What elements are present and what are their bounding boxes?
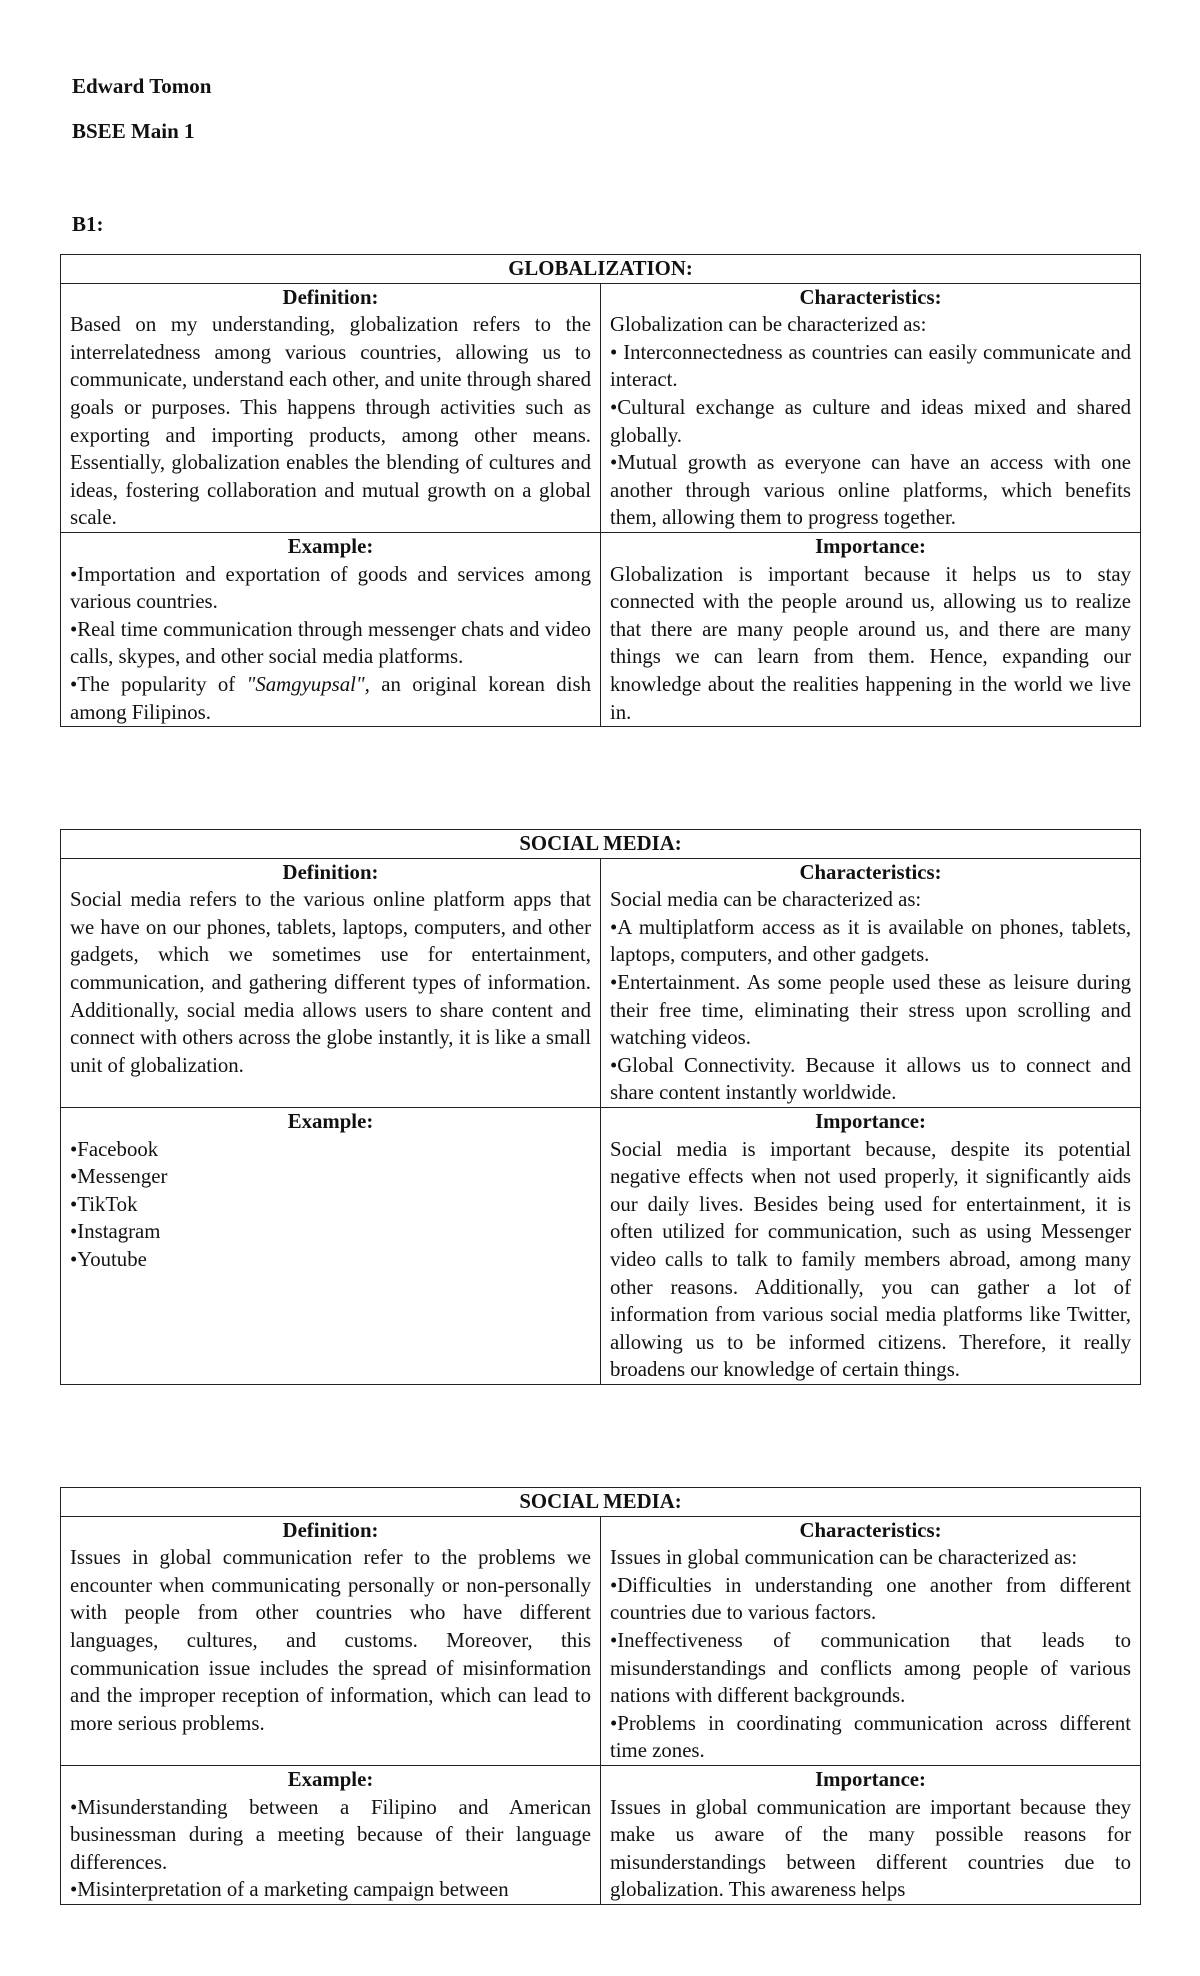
list-item: •Real time communication through messenger chats and video calls, skypes, and other social media platforms.: [70, 617, 591, 669]
globalization-table: [60, 254, 1141, 727]
list-item: •Importation and exportation of goods and services among various countries.: [70, 562, 591, 614]
definition-text: Social media refers to the various online platform apps that we have on our phones, tablets, laptops, computers, and other gadgets, which we sometimes use for entertainment, communication, and gathering different types of information. Additionally, social media allows users to share content and connect with others across the globe instantly, it is like a small unit of globalization.: [70, 888, 591, 1077]
importance-heading: Importance:: [815, 1767, 926, 1791]
list-item: •Global Connectivity. Because it allows us to connect and share content instantly worldwide.: [610, 1053, 1132, 1105]
list-item: •Problems in coordinating communication across different time zones.: [610, 1711, 1132, 1763]
example-heading: Example:: [287, 1109, 374, 1133]
section-label: B1:: [72, 212, 104, 236]
characteristics-intro: Social media can be characterized as:: [610, 888, 922, 912]
example-cell: [61, 1107, 601, 1384]
importance-cell: [601, 1765, 1141, 1904]
importance-heading: Importance:: [815, 534, 926, 558]
list-item: [70, 671, 591, 726]
item-text: an original korean dish among Filipinos.: [70, 672, 591, 724]
characteristics-cell: [601, 858, 1141, 1107]
characteristics-cell: [601, 1516, 1141, 1765]
list-item: •Entertainment. As some people used these as leisure during their free time, eliminating their stress upon scrolling and watching videos.: [610, 970, 1132, 1050]
example-cell: [61, 1765, 601, 1904]
definition-heading: Definition:: [282, 1518, 379, 1542]
importance-text: Issues in global communication are important because they make us aware of the many possible reasons for misunderstandings between different countries due to globalization. This awareness helps: [610, 1795, 1132, 1902]
definition-text: Based on my understanding, globalization refers to the interrelatedness among various countries, allowing us to communicate, understand each other, and unite through shared goals or purposes. This happens through activities such as exporting and importing products, among other means. Essentially, globalization enables the blending of cultures and ideas, fostering collaboration and mutual growth on a global scale.: [70, 313, 591, 530]
definition-cell: [61, 858, 601, 1107]
item-text: •The popularity of: [70, 672, 247, 696]
list-item: •Instagram: [70, 1220, 161, 1244]
definition-cell: [61, 1516, 601, 1765]
list-item: •Cultural exchange as culture and ideas mixed and shared globally.: [610, 395, 1132, 447]
example-heading: Example:: [287, 534, 374, 558]
definition-cell: [61, 283, 601, 532]
list-item: •Difficulties in understanding one another from different countries due to various factors.: [610, 1573, 1132, 1625]
characteristics-intro: Globalization can be characterized as:: [610, 313, 927, 337]
list-item: •Facebook: [70, 1137, 159, 1161]
course-label: BSEE Main 1: [72, 119, 195, 143]
importance-heading: Importance:: [815, 1109, 926, 1133]
list-item: •TikTok: [70, 1192, 138, 1216]
list-item: •Mutual growth as everyone can have an access with one another through various online platforms, which benefits them, allowing them to progress together.: [610, 451, 1132, 530]
characteristics-heading: Characteristics:: [799, 1518, 942, 1542]
definition-heading: Definition:: [282, 860, 379, 884]
list-item: •Messenger: [70, 1165, 168, 1189]
list-item: •Misinterpretation of a marketing campaign between: [70, 1878, 509, 1902]
characteristics-heading: Characteristics:: [799, 860, 942, 884]
author-name: Edward Tomon: [72, 74, 212, 98]
dish-name: "Samgyupsal",: [246, 672, 370, 696]
global-communication-table: [60, 1487, 1141, 1905]
list-item: •Ineffectiveness of communication that leads to misunderstandings and conflicts among people of various nations with different backgrounds.: [610, 1628, 1132, 1708]
importance-text: Social media is important because, despite its potential negative effects when not used properly, it significantly aids our daily lives. Besides being used for entertainment, it is often utilized for communication, such as using Messenger video calls to talk to family members abroad, among many other reasons. Additionally, you can gather a lot of information from various social media platforms like Twitter, allowing us to be informed citizens. Therefore, it really broadens our knowledge of certain things.: [610, 1137, 1132, 1382]
example-heading: Example:: [287, 1767, 374, 1791]
importance-text: Globalization is important because it helps us to stay connected with the people around us, allowing us to realize that there are many people around us, and there are many things we can learn from them. Hence, expanding our knowledge about the realities happening in the world we live in.: [610, 562, 1132, 724]
table-title: SOCIAL MEDIA:: [61, 830, 1141, 859]
characteristics-cell: [601, 283, 1141, 532]
social-media-table: [60, 829, 1141, 1385]
list-item: •Youtube: [70, 1247, 147, 1271]
characteristics-intro: Issues in global communication can be characterized as:: [610, 1546, 1078, 1570]
characteristics-heading: Characteristics:: [799, 285, 942, 309]
list-item: • Interconnectedness as countries can easily communicate and interact.: [610, 340, 1132, 392]
definition-text: Issues in global communication refer to the problems we encounter when communicating personally or non-personally with people from other countries who have different languages, cultures, and customs. Moreover, this communication issue includes the spread of misinformation and the improper reception of information, which can lead to more serious problems.: [70, 1546, 591, 1735]
table-title: SOCIAL MEDIA:: [61, 1488, 1141, 1517]
list-item: •Misunderstanding between a Filipino and American businessman during a meeting because of their language differences.: [70, 1795, 591, 1874]
importance-cell: [601, 1107, 1141, 1384]
definition-heading: Definition:: [282, 285, 379, 309]
example-cell: [61, 532, 601, 726]
importance-cell: [601, 532, 1141, 726]
list-item: •A multiplatform access as it is available on phones, tablets, laptops, computers, and other gadgets.: [610, 915, 1132, 967]
table-title: GLOBALIZATION:: [61, 255, 1141, 284]
